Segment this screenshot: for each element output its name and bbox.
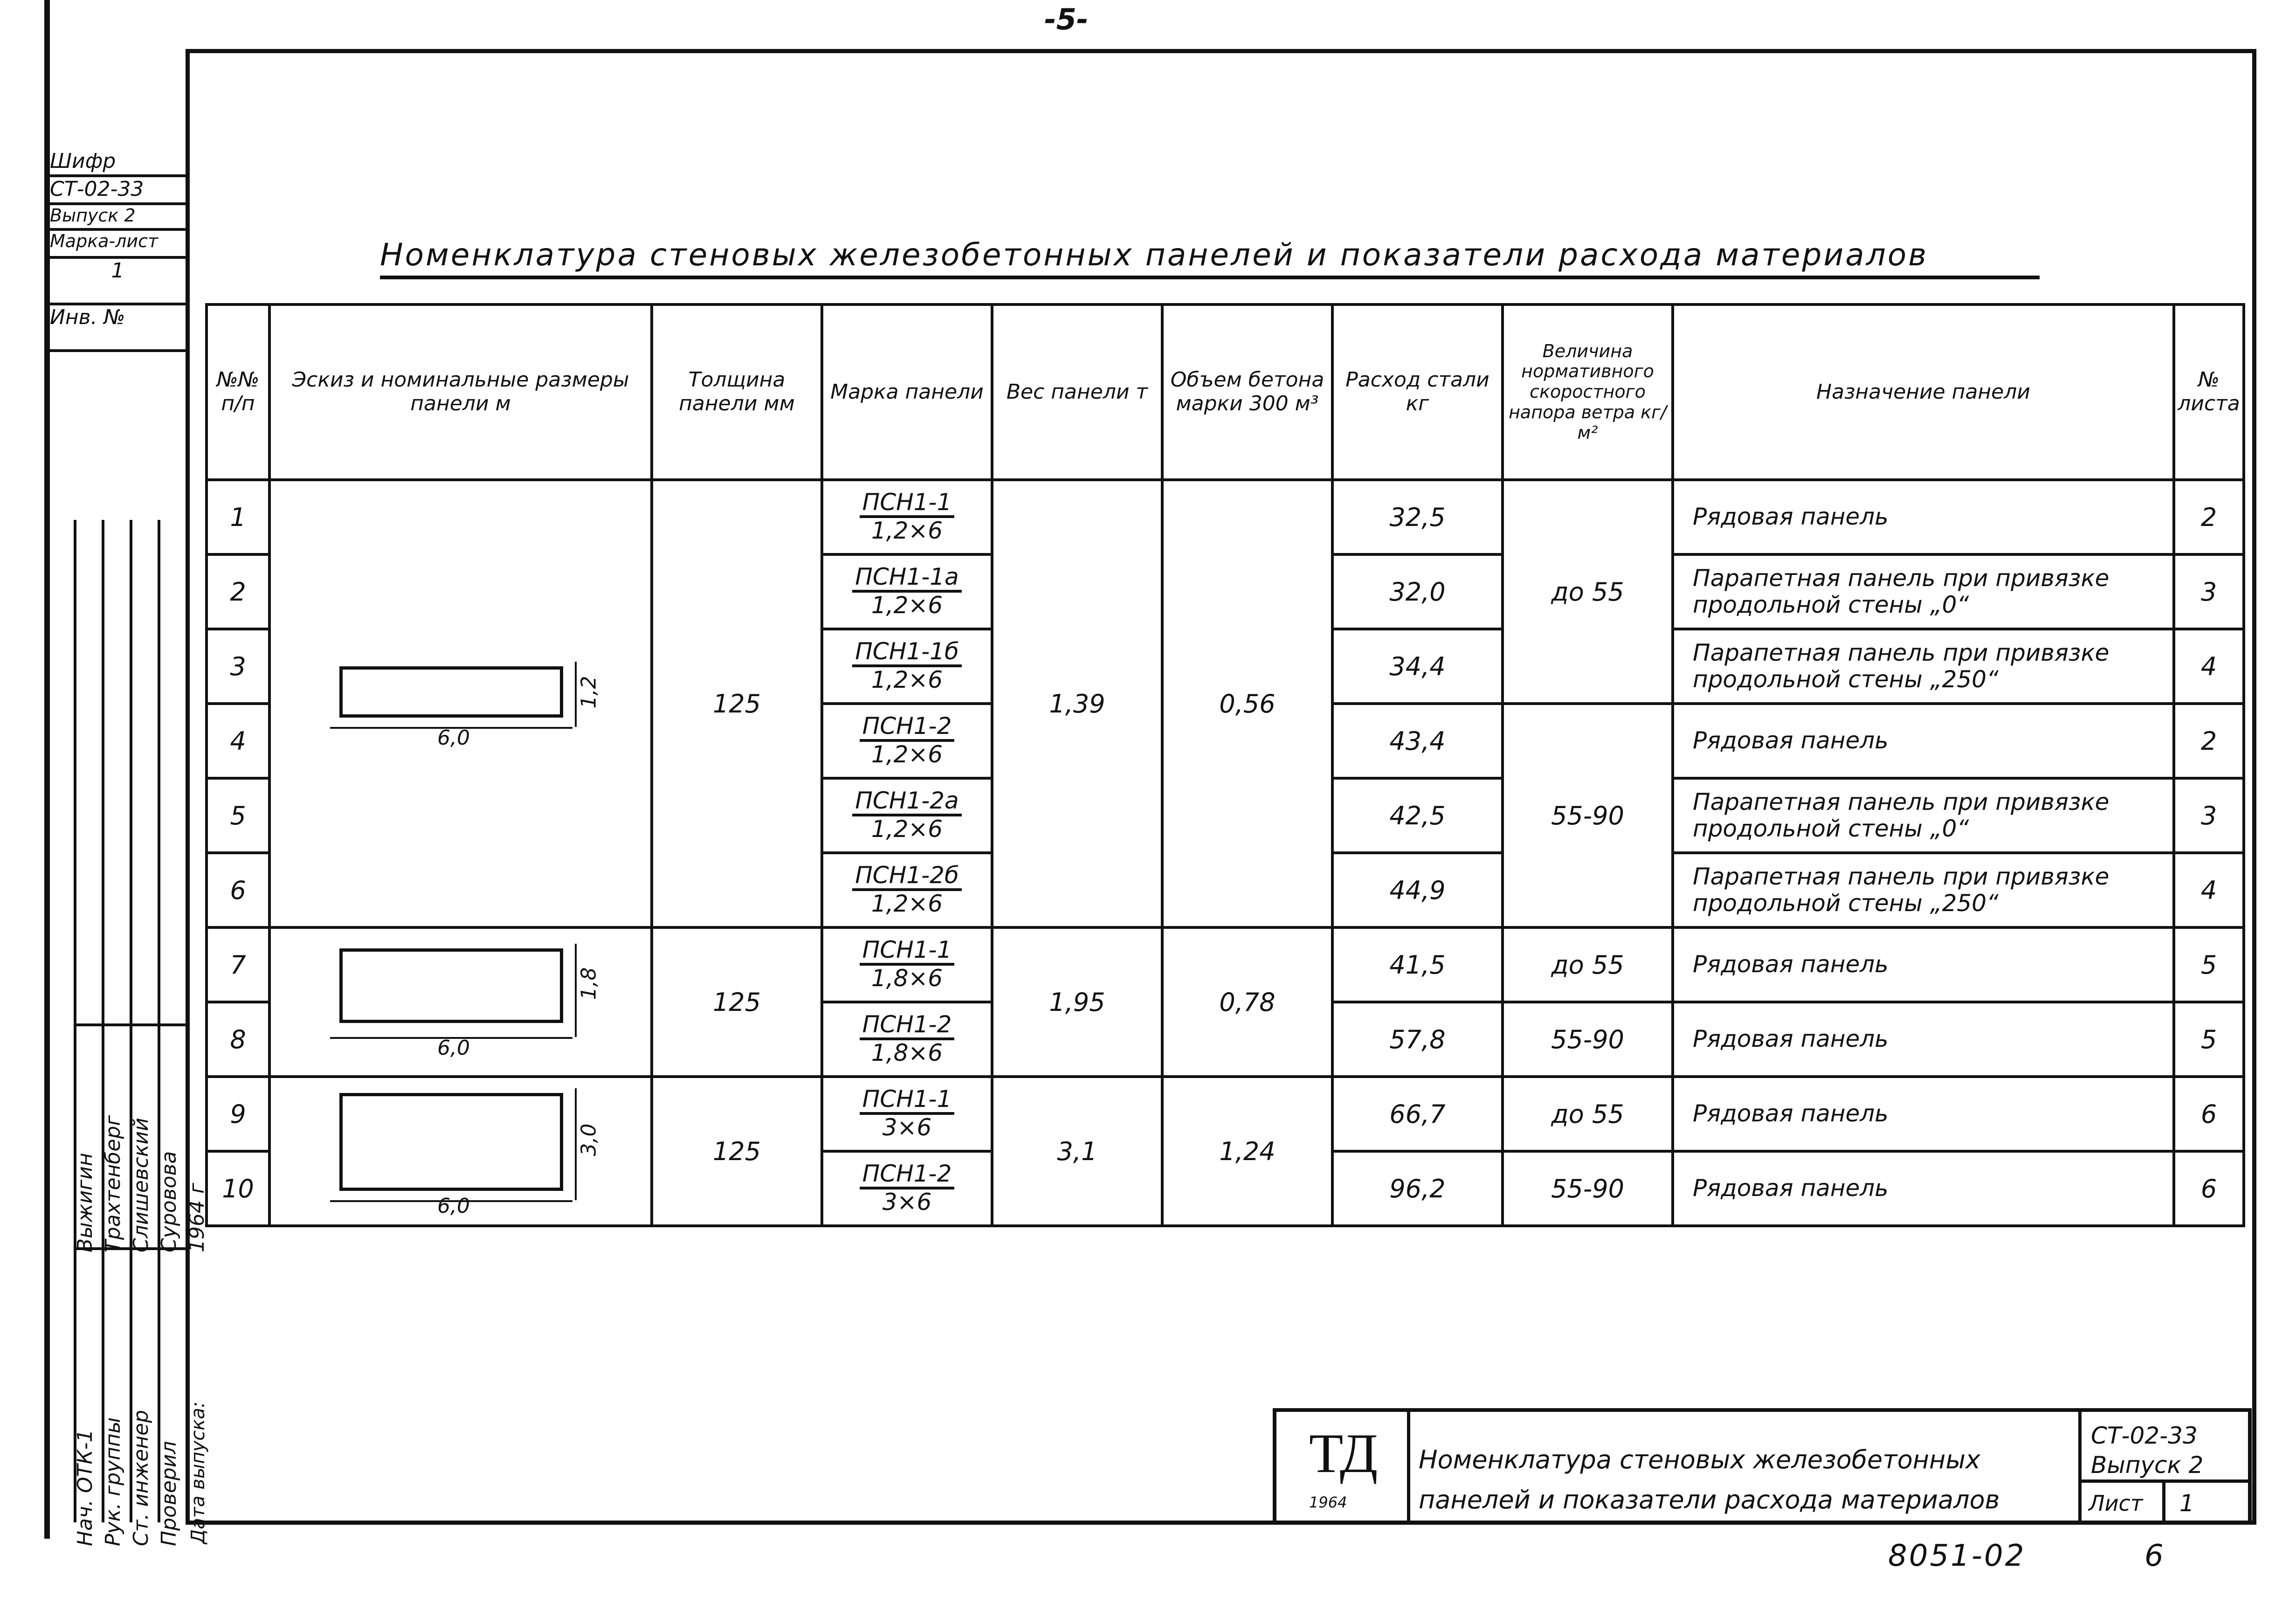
purpose-cell: Рядовая панель: [1673, 1077, 2174, 1151]
mark-cell: [822, 778, 992, 853]
sheet-cell: 5: [2174, 927, 2244, 1002]
row-num: 2: [207, 554, 269, 629]
weight-cell: 1,39: [992, 480, 1162, 927]
name-1: Выжигин: [73, 1153, 97, 1252]
mark-bottom: 1,2×6: [871, 517, 943, 544]
row-num: 10: [207, 1151, 269, 1226]
page-title: Номенклатура стеновых железобетонных панелей и показатели расхода материалов: [380, 237, 2040, 279]
steel-cell: 32,0: [1332, 554, 1503, 629]
header-sheet: № листа: [2174, 304, 2244, 480]
name-2: Трахтенберг: [101, 1115, 125, 1252]
purpose-cell: Рядовая панель: [1673, 1002, 2174, 1077]
signature-grid: [73, 520, 209, 1546]
purpose-cell: Рядовая панель: [1673, 1151, 2174, 1226]
table-row: [207, 480, 2244, 554]
header-mark: Марка панели: [822, 304, 992, 480]
row-num: 8: [207, 1002, 269, 1077]
header-num: №№ п/п: [207, 304, 269, 480]
mark-top: ПСН1-2: [860, 1161, 955, 1189]
header-steel: Расход стали кг: [1332, 304, 1503, 480]
panel-outline: [339, 666, 563, 718]
panel-outline: [339, 1093, 563, 1191]
sheet-cell: 2: [2174, 480, 2244, 554]
steel-cell: 57,8: [1332, 1002, 1503, 1077]
dimension-line: [575, 1088, 577, 1200]
width-label: 6,0: [437, 726, 470, 750]
mark-cell: [822, 554, 992, 629]
header-purpose: Назначение панели: [1673, 304, 2174, 480]
thickness-cell: 125: [652, 480, 822, 927]
mark-top: ПСН1-2а: [852, 788, 961, 816]
drawing-name: [1419, 1440, 2000, 1521]
mark-top: ПСН1-2: [860, 713, 955, 742]
concrete-cell: 0,78: [1162, 927, 1332, 1077]
dimension-line: [575, 944, 577, 1037]
mark-bottom: 1,8×6: [871, 1039, 943, 1066]
mark-cell: [822, 1077, 992, 1151]
height-label: 1,8: [577, 967, 601, 1000]
wind-cell: 55-90: [1503, 704, 1673, 927]
grid-line: [130, 520, 132, 1522]
mark-top: ПСН1-2б: [852, 863, 962, 891]
purpose-cell: Рядовая панель: [1673, 927, 2174, 1002]
row-num: 7: [207, 927, 269, 1002]
role-2: Рук. группы: [101, 1417, 125, 1546]
mark-cell: [822, 1151, 992, 1226]
row-num: 9: [207, 1077, 269, 1151]
mark-bottom: 3×6: [882, 1114, 932, 1141]
issue-label: Выпуск 2: [44, 205, 186, 231]
header-thickness: Толщина панели мм: [652, 304, 822, 480]
thickness-cell: 125: [652, 927, 822, 1077]
row-num: 1: [207, 480, 269, 554]
panel-sketch: [321, 1086, 600, 1217]
steel-cell: 66,7: [1332, 1077, 1503, 1151]
code-cell: [2078, 1412, 2251, 1521]
sheet-cell: 4: [2174, 853, 2244, 927]
grid-line: [102, 520, 104, 1522]
purpose-cell: Парапетная панель при привязке продольной стены „0“: [1673, 778, 2174, 853]
document-page: 6: [2144, 1539, 2164, 1573]
page-number: -5-: [1044, 2, 1089, 36]
row-num: 4: [207, 704, 269, 778]
sheet-cell: 6: [2174, 1077, 2244, 1151]
mark-bottom: 1,2×6: [871, 816, 943, 843]
wind-cell: до 55: [1503, 480, 1673, 704]
drawing-issue: Выпуск 2: [2091, 1451, 2204, 1479]
mark-cell: [822, 853, 992, 927]
mark-sheet-label: Марка-лист: [44, 231, 186, 259]
width-label: 6,0: [437, 1036, 470, 1060]
wind-cell: 55-90: [1503, 1002, 1673, 1077]
drawing-name-line-1: Номенклатура стеновых железобетонных: [1419, 1445, 1980, 1474]
table-header-row: [207, 304, 2244, 480]
td-logo-icon: ТД: [1309, 1422, 1378, 1484]
sheet-cell: 3: [2174, 778, 2244, 853]
purpose-cell: Рядовая панель: [1673, 480, 2174, 554]
year-mark: 1964 г: [185, 1182, 209, 1252]
purpose-cell: Рядовая панель: [1673, 704, 2174, 778]
mark-top: ПСН1-1: [860, 937, 955, 966]
document-number: 8051-02: [1888, 1539, 2026, 1573]
sheet-cell: 5: [2174, 1002, 2244, 1077]
height-label: 1,2: [577, 676, 601, 709]
wind-cell: 55-90: [1503, 1151, 1673, 1226]
name-3: Слишевский: [129, 1118, 153, 1252]
row-num: 6: [207, 853, 269, 927]
role-3: Ст. инженер: [129, 1410, 153, 1546]
weight-cell: 1,95: [992, 927, 1162, 1077]
row-num: 5: [207, 778, 269, 853]
mark-top: ПСН1-1б: [852, 639, 962, 667]
mark-cell: [822, 1002, 992, 1077]
steel-cell: 34,4: [1332, 629, 1503, 704]
drawing-name-line-2: панелей и показатели расхода материалов: [1419, 1485, 2000, 1515]
wind-cell: до 55: [1503, 1077, 1673, 1151]
title-block: [1273, 1408, 2252, 1525]
panel-outline: [339, 948, 563, 1023]
sketch-cell: [269, 480, 652, 927]
role-4: Проверил: [157, 1441, 181, 1546]
purpose-cell: Парапетная панель при привязке продольной стены „250“: [1673, 853, 2174, 927]
inventory-label: Инв. №: [44, 305, 186, 352]
mark-cell: [822, 480, 992, 554]
steel-cell: 96,2: [1332, 1151, 1503, 1226]
mark-bottom: 1,8×6: [871, 965, 943, 992]
mark-top: ПСН1-1: [860, 490, 955, 518]
width-label: 6,0: [437, 1194, 470, 1218]
logo-year: 1964: [1309, 1493, 1347, 1511]
sheet-value: 1: [2179, 1490, 2194, 1517]
dimension-line: [575, 662, 577, 727]
thickness-cell: 125: [652, 1077, 822, 1226]
header-wind: Величина нормативного скоростного напора ветра кг/м²: [1503, 304, 1673, 480]
steel-cell: 43,4: [1332, 704, 1503, 778]
release-date-label: Дата выпуска:: [187, 1401, 209, 1544]
sheet-cell: 3: [2174, 554, 2244, 629]
side-stamp: [44, 149, 186, 354]
sketch-cell: [269, 927, 652, 1077]
mark-cell: [822, 927, 992, 1002]
mark-top: ПСН1-2: [860, 1012, 955, 1040]
logo-cell: [1276, 1412, 1410, 1521]
wind-cell: до 55: [1503, 927, 1673, 1002]
mark-bottom: 1,2×6: [871, 666, 943, 693]
header-weight: Вес панели т: [992, 304, 1162, 480]
cipher-value: СТ-02-33: [44, 177, 186, 205]
sheet-cell: 6: [2174, 1151, 2244, 1226]
header-sketch: Эскиз и номинальные размеры панели м: [269, 304, 652, 480]
table-row: [207, 927, 2244, 1002]
concrete-cell: 1,24: [1162, 1077, 1332, 1226]
steel-cell: 32,5: [1332, 480, 1503, 554]
weight-cell: 3,1: [992, 1077, 1162, 1226]
purpose-cell: Парапетная панель при привязке продольной стены „250“: [1673, 629, 2174, 704]
concrete-cell: 0,56: [1162, 480, 1332, 927]
mark-bottom: 1,2×6: [871, 592, 943, 619]
steel-cell: 41,5: [1332, 927, 1503, 1002]
height-label: 3,0: [577, 1123, 601, 1156]
mark-sheet-value: 1: [44, 259, 186, 305]
table-row: [207, 1077, 2244, 1151]
mark-bottom: 1,2×6: [871, 741, 943, 768]
name-4: Суровова: [157, 1151, 181, 1252]
header-concrete: Объем бетона марки 300 м³: [1162, 304, 1332, 480]
steel-cell: 42,5: [1332, 778, 1503, 853]
sheet-cell: 4: [2174, 629, 2244, 704]
steel-cell: 44,9: [1332, 853, 1503, 927]
cipher-label: Шифр: [44, 149, 186, 177]
grid-line: [158, 520, 160, 1522]
mark-bottom: 1,2×6: [871, 890, 943, 917]
grid-line: [74, 520, 76, 1522]
panels-table: [205, 303, 2245, 1227]
grid-line: [74, 1023, 186, 1026]
mark-bottom: 3×6: [882, 1189, 932, 1216]
panel-sketch: [321, 657, 600, 750]
drawing-code: СТ-02-33: [2091, 1422, 2198, 1449]
mark-top: ПСН1-1: [860, 1086, 955, 1115]
sheet-row: [2082, 1479, 2251, 1524]
role-1: Нач. ОТК-1: [73, 1429, 97, 1546]
sheet-label: Лист: [2082, 1483, 2165, 1524]
purpose-cell: Парапетная панель при привязке продольной стены „0“: [1673, 554, 2174, 629]
mark-cell: [822, 704, 992, 778]
row-num: 3: [207, 629, 269, 704]
sheet-cell: 2: [2174, 704, 2244, 778]
mark-cell: [822, 629, 992, 704]
panel-sketch: [321, 939, 600, 1065]
sketch-cell: [269, 1077, 652, 1226]
mark-top: ПСН1-1а: [852, 564, 961, 593]
